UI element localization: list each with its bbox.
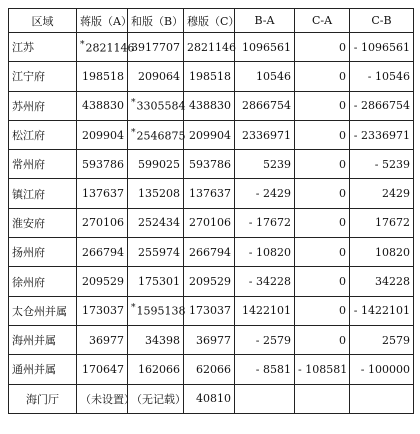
cell-c-minus-a — [295, 150, 350, 179]
cell-region — [9, 296, 77, 325]
cell-c-value: 36977 — [196, 333, 231, 347]
cell-b-minus-a-value: - 34228 — [248, 275, 291, 289]
cell-c-value: 593786 — [189, 157, 231, 171]
cell-b — [128, 33, 184, 62]
cell-b — [128, 179, 184, 208]
cell-region — [9, 179, 77, 208]
cell-c-minus-b — [350, 208, 414, 237]
cell-c-minus-a — [295, 238, 350, 267]
cell-a — [77, 62, 128, 91]
cell-c-minus-a — [295, 267, 350, 296]
cell-region — [9, 355, 77, 384]
cell-c — [184, 33, 235, 62]
header-c-minus-a: C-A — [295, 9, 350, 33]
cell-a — [77, 150, 128, 179]
cell-b-minus-a — [235, 179, 295, 208]
cell-c-minus-b — [350, 238, 414, 267]
cell-b — [128, 296, 184, 325]
cell-b-value: 209064 — [138, 69, 180, 83]
cell-region — [9, 33, 77, 62]
cell-region-value: 常州府 — [12, 158, 45, 172]
table-row — [9, 238, 414, 267]
cell-b-minus-a — [235, 33, 295, 62]
cropped-title — [120, 0, 300, 6]
cell-c — [184, 238, 235, 267]
table-row — [9, 384, 414, 413]
cell-c-minus-b — [350, 355, 414, 384]
header-b: 和版（B） — [128, 9, 184, 33]
cell-c-minus-a-value: 0 — [339, 128, 346, 142]
cell-c-minus-a — [295, 355, 350, 384]
cell-a-value: （未设置） — [80, 392, 135, 406]
cell-b-minus-a — [235, 355, 295, 384]
cell-c — [184, 179, 235, 208]
header-c-minus-b: C-B — [350, 9, 414, 33]
table-row — [9, 208, 414, 237]
cell-c-minus-b-value: - 100000 — [360, 362, 410, 376]
cell-b-value: 3917707 — [131, 40, 180, 54]
cell-c-minus-a — [295, 384, 350, 413]
cell-c-minus-b — [350, 325, 414, 354]
asterisk-mark: * — [80, 39, 85, 50]
cell-a-value: 270106 — [82, 216, 124, 230]
cell-b — [128, 267, 184, 296]
cell-c-minus-b — [350, 179, 414, 208]
cell-c-minus-a — [295, 33, 350, 62]
cell-c-minus-a-value: 0 — [339, 40, 346, 54]
cell-c-minus-a-value: 0 — [339, 69, 346, 83]
asterisk-mark: * — [131, 127, 136, 138]
header-row — [9, 9, 414, 33]
cell-b-minus-a-value: - 17672 — [248, 216, 291, 230]
cell-c — [184, 325, 235, 354]
cell-c-minus-b-value: - 1422101 — [353, 304, 410, 318]
cell-c-minus-a-value: - 108581 — [298, 362, 348, 376]
cell-region-value: 太仓州并属 — [12, 304, 67, 318]
cell-b — [128, 91, 184, 120]
cell-a — [77, 91, 128, 120]
cell-b — [128, 150, 184, 179]
cell-a — [77, 267, 128, 296]
cell-b-value: 34398 — [145, 333, 180, 347]
cell-c-minus-b-value: 10820 — [375, 245, 410, 259]
cell-b-value: 255974 — [138, 245, 180, 259]
cell-b — [128, 120, 184, 149]
cell-b-value: 2546875 — [136, 129, 186, 143]
header-region: 区域 — [9, 9, 77, 33]
cell-c-minus-a-value: 0 — [339, 157, 346, 171]
cell-c-minus-b-value: - 1096561 — [353, 40, 410, 54]
cell-c-minus-a-value: 0 — [339, 333, 346, 347]
cell-c — [184, 384, 235, 413]
cell-b — [128, 325, 184, 354]
table-row — [9, 325, 414, 354]
cell-c-value: 173037 — [189, 304, 231, 318]
cell-a — [77, 296, 128, 325]
cell-a-value: 170647 — [82, 362, 124, 376]
cell-a-value: 36977 — [89, 333, 124, 347]
cell-c-value: 270106 — [189, 216, 231, 230]
cell-region — [9, 150, 77, 179]
cell-c-minus-a — [295, 208, 350, 237]
cell-b-minus-a-value: 1096561 — [242, 40, 291, 54]
cell-b-value: 3305584 — [136, 100, 186, 114]
cell-region — [9, 384, 77, 413]
cell-b — [128, 208, 184, 237]
cell-c-minus-a — [295, 296, 350, 325]
cell-b-minus-a — [235, 267, 295, 296]
cell-region-value: 徐州府 — [12, 275, 45, 289]
cell-c-minus-a — [295, 91, 350, 120]
cell-b — [128, 62, 184, 91]
cell-b-value: （无记载） — [131, 392, 186, 406]
cell-c-minus-a-value: 0 — [339, 245, 346, 259]
cell-a-value: 2821146 — [85, 41, 135, 55]
asterisk-mark: * — [131, 303, 136, 314]
cell-c-value: 438830 — [189, 99, 231, 113]
table-row — [9, 267, 414, 296]
cell-region — [9, 91, 77, 120]
cell-c-value: 266794 — [189, 245, 231, 259]
cell-a — [77, 208, 128, 237]
cell-c — [184, 150, 235, 179]
cell-c-minus-b-value: 2429 — [382, 187, 410, 201]
cell-region-value: 海州并属 — [12, 334, 56, 348]
cell-c-minus-b — [350, 267, 414, 296]
table-row — [9, 355, 414, 384]
cell-a — [77, 179, 128, 208]
cell-a-value: 209904 — [82, 128, 124, 142]
cell-c — [184, 62, 235, 91]
cell-c-minus-b — [350, 91, 414, 120]
cell-b-minus-a — [235, 120, 295, 149]
cell-b-value: 162066 — [138, 362, 180, 376]
table-row — [9, 296, 414, 325]
cell-c — [184, 355, 235, 384]
cell-c-minus-b-value: - 5239 — [374, 157, 410, 171]
cell-c-minus-b — [350, 150, 414, 179]
cell-a-value: 593786 — [82, 157, 124, 171]
cell-region — [9, 325, 77, 354]
cell-a-value: 266794 — [82, 245, 124, 259]
cell-c-minus-b-value: 2579 — [382, 333, 410, 347]
cell-b-minus-a — [235, 150, 295, 179]
cell-b — [128, 355, 184, 384]
cell-c-minus-a-value: 0 — [339, 304, 346, 318]
cell-b-value: 135208 — [138, 187, 180, 201]
cell-c-minus-b-value: - 2866754 — [353, 99, 410, 113]
cell-region-value: 镇江府 — [12, 187, 45, 201]
cell-c-minus-a — [295, 325, 350, 354]
cell-b-minus-a-value: - 10820 — [248, 245, 291, 259]
cell-c-minus-b — [350, 296, 414, 325]
cell-c-minus-a — [295, 179, 350, 208]
cell-region — [9, 267, 77, 296]
header-a: 蒋版（A） — [77, 9, 128, 33]
table-row — [9, 33, 414, 62]
cell-a-value: 137637 — [82, 187, 124, 201]
table-row — [9, 150, 414, 179]
cell-b-minus-a-value: 5239 — [263, 157, 291, 171]
cell-c — [184, 120, 235, 149]
cell-region-value: 淮安府 — [12, 216, 45, 230]
cell-c-minus-b — [350, 120, 414, 149]
cell-c-value: 198518 — [189, 69, 231, 83]
cell-b-value: 175301 — [138, 275, 180, 289]
cell-a-value: 173037 — [82, 304, 124, 318]
cell-region-value: 江苏 — [12, 41, 34, 55]
cell-region — [9, 208, 77, 237]
table-row — [9, 120, 414, 149]
cell-b-minus-a-value: - 2579 — [255, 333, 291, 347]
cell-a-value: 198518 — [82, 69, 124, 83]
cell-b-minus-a — [235, 91, 295, 120]
cell-a — [77, 384, 135, 413]
cell-region — [9, 238, 77, 267]
cell-c — [184, 208, 235, 237]
cell-b-value: 1595138 — [136, 305, 186, 319]
cell-c-value: 209529 — [189, 275, 231, 289]
cell-c — [184, 296, 235, 325]
cell-region-value: 江宁府 — [12, 70, 45, 84]
cell-region-value: 通州并属 — [12, 363, 56, 377]
cell-b-minus-a-value: - 2429 — [255, 187, 291, 201]
cell-a — [77, 238, 128, 267]
cell-c-minus-a-value: 0 — [339, 187, 346, 201]
table-row — [9, 179, 414, 208]
cell-c-value: 209904 — [189, 128, 231, 142]
cell-region-value: 苏州府 — [12, 99, 45, 113]
cell-c-value: 40810 — [196, 392, 231, 406]
cell-region — [9, 120, 77, 149]
cell-b-minus-a-value: - 8581 — [255, 362, 291, 376]
cell-c-minus-a — [295, 120, 350, 149]
header-b-minus-a: B-A — [235, 9, 295, 33]
cell-c — [184, 267, 235, 296]
cell-b-minus-a-value: 10546 — [256, 69, 291, 83]
cell-b-minus-a — [235, 238, 295, 267]
asterisk-mark: * — [131, 98, 136, 109]
cell-c-minus-a-value: 0 — [339, 99, 346, 113]
header-c: 穆版（C） — [184, 9, 235, 33]
cell-b-value: 599025 — [138, 157, 180, 171]
cell-b-value: 252434 — [138, 216, 180, 230]
cell-a-value: 209529 — [82, 275, 124, 289]
cell-region — [9, 62, 77, 91]
cell-b — [128, 238, 184, 267]
cell-b-minus-a — [235, 384, 295, 413]
cell-region-value: 松江府 — [12, 129, 45, 143]
cell-region-value: 海门厅 — [26, 392, 59, 406]
cell-c-minus-b — [350, 33, 414, 62]
cell-c-minus-a — [295, 62, 350, 91]
cell-c-minus-a-value: 0 — [339, 275, 346, 289]
cell-c-minus-b-value: 17672 — [375, 216, 410, 230]
cell-c-value: 62066 — [196, 362, 231, 376]
cell-b-minus-a — [235, 208, 295, 237]
cell-b-minus-a — [235, 296, 295, 325]
cell-c-minus-b-value: 34228 — [375, 275, 410, 289]
cell-b-minus-a-value: 1422101 — [242, 304, 291, 318]
cell-region-value: 扬州府 — [12, 246, 45, 260]
cell-b-minus-a-value: 2336971 — [242, 128, 291, 142]
cell-c-minus-b — [350, 384, 414, 413]
table-row — [9, 62, 414, 91]
cell-b — [128, 384, 184, 413]
data-table — [8, 8, 414, 414]
cell-c-value: 2821146 — [187, 40, 236, 54]
cell-b-minus-a — [235, 62, 295, 91]
cell-a — [77, 325, 128, 354]
cell-a — [77, 33, 135, 62]
cell-c-minus-b-value: - 10546 — [367, 69, 410, 83]
cell-c — [184, 91, 235, 120]
cell-b-minus-a — [235, 325, 295, 354]
cell-c-value: 137637 — [189, 187, 231, 201]
cell-c-minus-b — [350, 62, 414, 91]
cell-b-minus-a-value: 2866754 — [242, 99, 291, 113]
table-row — [9, 91, 414, 120]
cell-a — [77, 120, 128, 149]
cell-c-minus-b-value: - 2336971 — [353, 128, 410, 142]
cell-a — [77, 355, 128, 384]
cell-c-minus-a-value: 0 — [339, 216, 346, 230]
cell-a-value: 438830 — [82, 99, 124, 113]
